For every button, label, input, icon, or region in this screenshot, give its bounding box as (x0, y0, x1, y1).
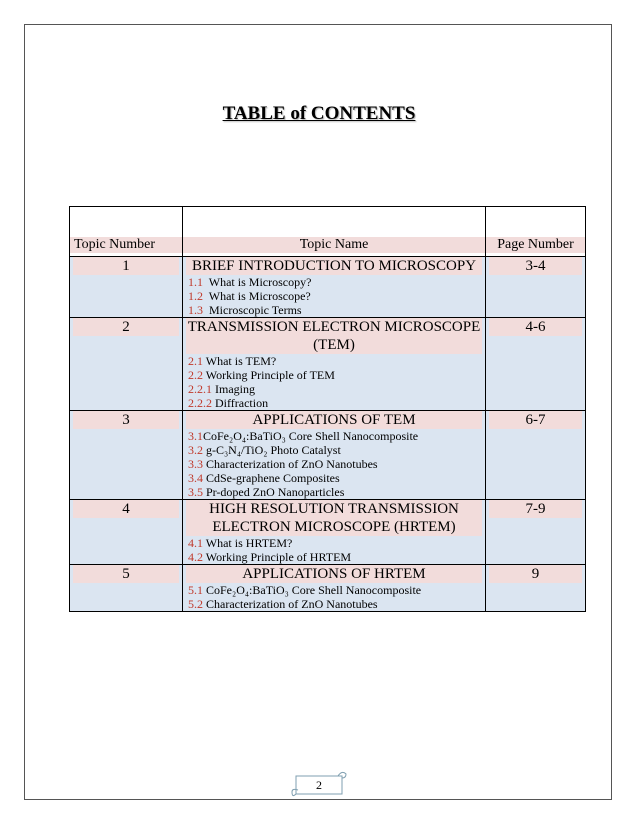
subtopic-number: 4.2 (188, 550, 203, 564)
subtopic-title: Working Principle of HRTEM (203, 550, 352, 564)
subtopic-item (183, 303, 485, 317)
header-topic-number: Topic Number (70, 237, 182, 253)
topic-name: TRANSMISSION ELECTRON MICROSCOPE (TEM) (187, 319, 481, 353)
subtopic-number: 5.1 (188, 583, 203, 597)
subtopic-title: What is Microscope? (203, 289, 311, 303)
contents-table (69, 206, 586, 612)
subtopic-item (183, 485, 485, 499)
subtopic-item (183, 368, 485, 382)
subtopic-number: 3.3 (188, 457, 203, 471)
subtopic-item (183, 382, 485, 396)
topic-pages: 4-6 (489, 318, 582, 336)
topic-name-cell (183, 257, 486, 318)
subtopic-item (183, 471, 485, 485)
subtopic-title: Imaging (212, 382, 255, 396)
subtopic-number: 2.2.1 (188, 382, 212, 396)
topic-number-cell (70, 257, 183, 318)
topic-name: APPLICATIONS OF HRTEM (186, 565, 482, 583)
subtopic-item (183, 275, 485, 289)
topic-number-cell (70, 411, 183, 500)
subtopic-title: Diffraction (212, 396, 269, 410)
topic-name-cell (183, 411, 486, 500)
subtopic-number: 3.4 (188, 471, 203, 485)
header-cell-page (486, 207, 586, 257)
topic-number-cell (70, 500, 183, 565)
subtopic-item (183, 289, 485, 303)
page-title: TABLE of CONTENTS (222, 103, 416, 124)
subtopic-number: 1.1 (188, 275, 203, 289)
topic-number-cell (70, 318, 183, 411)
topic-number-cell (70, 565, 183, 612)
table-row (70, 318, 586, 411)
subtopic-title: Microscopic Terms (203, 303, 302, 317)
header-cell-number (70, 207, 183, 257)
subtopic-number: 1.2 (188, 289, 203, 303)
topic-pages: 6-7 (489, 411, 582, 429)
subtopic-item (183, 457, 485, 471)
subtopic-number: 2.2.2 (188, 396, 212, 410)
page-number-cell (486, 257, 586, 318)
subtopic-title: Pr-doped ZnO Nanoparticles (203, 485, 345, 499)
subtopic-item (183, 597, 485, 611)
page-number-cell (486, 500, 586, 565)
subtopic-title: CoFe₂O₄:BaTiO₃ Core Shell Nanocomposite (203, 583, 422, 597)
topic-name: BRIEF INTRODUCTION TO MICROSCOPY (186, 257, 482, 275)
subtopic-item (183, 429, 485, 443)
subtopic-number: 2.1 (188, 354, 203, 368)
subtopic-item (183, 550, 485, 564)
topic-number: 2 (73, 318, 179, 336)
subtopic-title: What is HRTEM? (203, 536, 293, 550)
page-number: 2 (316, 778, 322, 792)
subtopic-title: g-C₃N₄/TiO₂ Photo Catalyst (203, 443, 341, 457)
subtopic-number: 4.1 (188, 536, 203, 550)
table-row (70, 500, 586, 565)
subtopic-title: Characterization of ZnO Nanotubes (203, 597, 378, 611)
topic-name-cell (183, 565, 486, 612)
header-cell-name (183, 207, 486, 257)
subtopic-number: 5.2 (188, 597, 203, 611)
topic-name: APPLICATIONS OF TEM (186, 411, 482, 429)
subtopic-title: CdSe-graphene Composites (203, 471, 340, 485)
subtopic-item (183, 536, 485, 550)
subtopic-title: CoFe₂O₄:BaTiO₃ Core Shell Nanocomposite (203, 429, 419, 443)
topic-pages: 3-4 (489, 257, 582, 275)
subtopic-item (183, 443, 485, 457)
subtopic-number: 3.5 (188, 485, 203, 499)
subtopic-item (183, 583, 485, 597)
table-row (70, 257, 586, 318)
page-number-cell (486, 411, 586, 500)
page-number-cell (486, 318, 586, 411)
topic-number: 3 (73, 411, 179, 429)
table-header-row (70, 207, 586, 257)
table-row (70, 565, 586, 612)
topic-number: 1 (73, 257, 179, 275)
topic-pages: 9 (489, 565, 582, 583)
topic-name: HIGH RESOLUTION TRANSMISSION ELECTRON MICROSCOPE (HRTEM) (186, 500, 482, 536)
topic-name-cell (183, 318, 486, 411)
header-page-number: Page Number (486, 237, 585, 253)
header-topic-name: Topic Name (183, 237, 485, 253)
subtopic-number: 3.1 (188, 429, 203, 443)
subtopic-title: What is Microscopy? (203, 275, 312, 289)
subtopic-number: 2.2 (188, 368, 203, 382)
topic-number: 4 (73, 500, 179, 518)
subtopic-number: 1.3 (188, 303, 203, 317)
topic-number: 5 (73, 565, 179, 583)
page-number-cell (486, 565, 586, 612)
subtopic-title: Working Principle of TEM (203, 368, 335, 382)
subtopic-title: What is TEM? (203, 354, 277, 368)
topic-pages: 7-9 (489, 500, 582, 518)
table-row (70, 411, 586, 500)
subtopic-item (183, 354, 485, 368)
subtopic-title: Characterization of ZnO Nanotubes (203, 457, 378, 471)
subtopic-number: 3.2 (188, 443, 203, 457)
subtopic-item (183, 396, 485, 410)
topic-name-cell (183, 500, 486, 565)
